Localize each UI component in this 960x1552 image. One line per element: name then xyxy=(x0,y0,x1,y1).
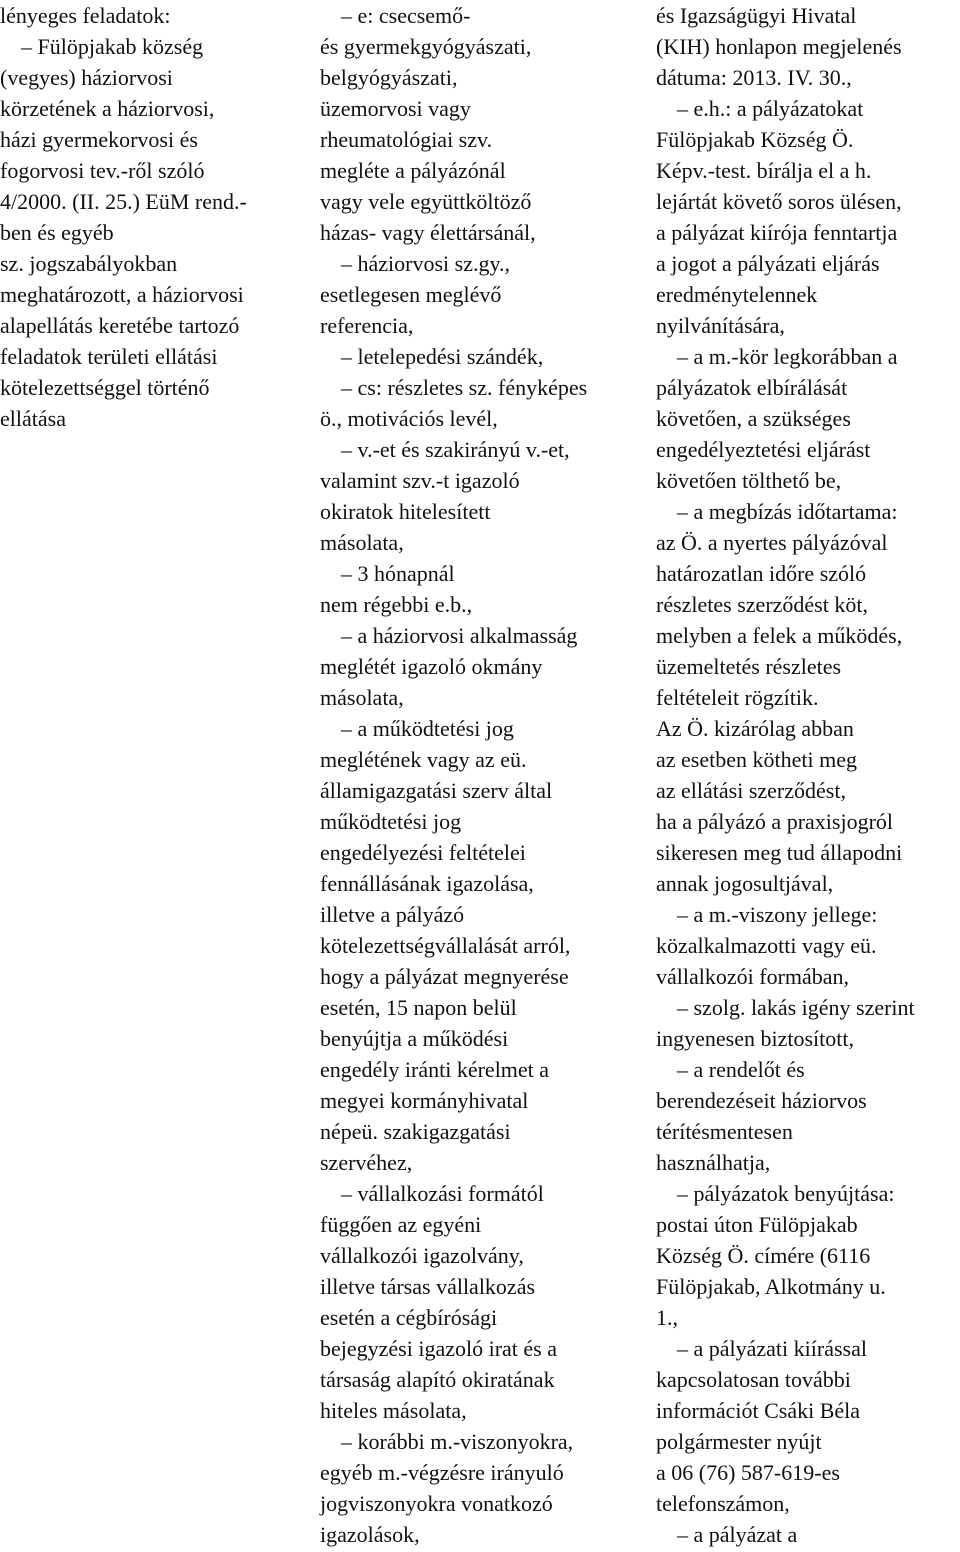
text-line: vagy vele együttköltöző xyxy=(320,189,532,214)
text-line: engedélyezési feltételei xyxy=(320,840,526,865)
text-line: üzemorvosi vagy xyxy=(320,96,471,121)
text-line: esetén a cégbírósági xyxy=(320,1305,498,1330)
text-line: sikeresen meg tud állapodni xyxy=(656,840,903,865)
text-line: – a pályázati kiírással xyxy=(677,1336,867,1361)
text-line: Fülöpjakab, Alkotmány u. xyxy=(656,1274,886,1299)
text-line: körzetének a háziorvosi, xyxy=(0,96,215,121)
text-line: információt Csáki Béla xyxy=(656,1398,861,1423)
text-line: Fülöpjakab Község Ö. xyxy=(656,127,854,152)
text-line: megléte a pályázónál xyxy=(320,158,506,183)
text-line: sz. jogszabályokban xyxy=(0,251,178,276)
text-line: másolata, xyxy=(320,530,404,555)
text-line: referencia, xyxy=(320,313,414,338)
text-line: a pályázat kiírója fenntartja xyxy=(656,220,898,245)
text-line: – a m.-kör legkorábban a xyxy=(677,344,898,369)
text-line: – szolg. lakás igény szerint xyxy=(677,995,915,1020)
text-line: részletes szerződést köt, xyxy=(656,592,868,617)
text-line: – Fülöpjakab község xyxy=(21,34,204,59)
text-line: 4/2000. (II. 25.) EüM rend.- xyxy=(0,189,247,214)
text-line: kötelezettségvállalását arról, xyxy=(320,933,571,958)
text-line: működtetési jog xyxy=(320,809,462,834)
text-line: követően, a szükséges xyxy=(656,406,851,431)
text-line: a jogot a pályázati eljárás xyxy=(656,251,880,276)
text-line: házas- vagy élettársánál, xyxy=(320,220,536,245)
text-line: engedély iránti kérelmet a xyxy=(320,1057,550,1082)
text-line: kapcsolatosan további xyxy=(656,1367,851,1392)
text-line: kötelezettséggel történő xyxy=(0,375,210,400)
text-line: és gyermekgyógyászati, xyxy=(320,34,532,59)
text-line: – 3 hónapnál xyxy=(341,561,455,586)
text-line: ellátása xyxy=(0,406,66,431)
text-line: benyújtja a működési xyxy=(320,1026,509,1051)
text-line: engedélyeztetési eljárást xyxy=(656,437,871,462)
text-line: – háziorvosi sz.gy., xyxy=(341,251,511,276)
text-line: – e: csecsemő- xyxy=(341,3,471,28)
text-line: ingyenesen biztosított, xyxy=(656,1026,854,1051)
text-line: postai úton Fülöpjakab xyxy=(656,1212,858,1237)
text-line: ö., motivációs levél, xyxy=(320,406,498,431)
text-line: rheumatológiai szv. xyxy=(320,127,493,152)
column-3 xyxy=(656,0,960,1550)
text-line: szervéhez, xyxy=(320,1150,413,1175)
text-line: berendezéseit háziorvos xyxy=(656,1088,867,1113)
text-line: okiratok hitelesített xyxy=(320,499,491,524)
text-line: illetve a pályázó xyxy=(320,902,465,927)
text-line: az Ö. a nyertes pályázóval xyxy=(656,530,888,555)
text-line: lejártát követő soros ülésen, xyxy=(656,189,902,214)
text-line: társaság alapító okiratának xyxy=(320,1367,555,1392)
text-line: az esetben kötheti meg xyxy=(656,747,857,772)
text-line: pályázatok elbírálását xyxy=(656,375,848,400)
text-line: használhatja, xyxy=(656,1150,771,1175)
column-1 xyxy=(0,0,318,434)
text-line: fogorvosi tev.-ről szóló xyxy=(0,158,205,183)
text-line: határozatlan időre szóló xyxy=(656,561,867,586)
text-line: – a működtetési jog xyxy=(341,716,514,741)
text-line: a 06 (76) 587-619-es xyxy=(656,1460,840,1485)
text-line: nyilvánítására, xyxy=(656,313,785,338)
text-line: – vállalkozási formától xyxy=(341,1181,544,1206)
text-line: – e.h.: a pályázatokat xyxy=(677,96,864,121)
text-line: megyei kormányhivatal xyxy=(320,1088,529,1113)
text-line: belgyógyászati, xyxy=(320,65,458,90)
text-line: – a rendelőt és xyxy=(677,1057,805,1082)
text-line: – cs: részletes sz. fényképes xyxy=(341,375,588,400)
text-line: igazolások, xyxy=(320,1522,420,1547)
text-line: követően tölthető be, xyxy=(656,468,842,493)
text-line: ha a pályázó a praxisjogról xyxy=(656,809,894,834)
text-line: 1., xyxy=(656,1305,678,1330)
text-line: népeü. szakigazgatási xyxy=(320,1119,511,1144)
text-line: meglétének vagy az eü. xyxy=(320,747,527,772)
text-line: ben és egyéb xyxy=(0,220,114,245)
text-line: alapellátás keretébe tartozó xyxy=(0,313,240,338)
text-line: polgármester nyújt xyxy=(656,1429,822,1454)
text-line: – v.-et és szakirányú v.-et, xyxy=(341,437,570,462)
text-line: térítésmentesen xyxy=(656,1119,793,1144)
text-line: – a pályázat a xyxy=(677,1522,798,1547)
text-line: nem régebbi e.b., xyxy=(320,592,473,617)
text-line: illetve társas vállalkozás xyxy=(320,1274,536,1299)
text-line: Az Ö. kizárólag abban xyxy=(656,716,854,741)
text-line: telefonszámon, xyxy=(656,1491,790,1516)
text-line: hiteles másolata, xyxy=(320,1398,467,1423)
text-line: államigazgatási szerv által xyxy=(320,778,553,803)
text-line: egyéb m.-végzésre irányuló xyxy=(320,1460,564,1485)
column-2 xyxy=(320,0,650,1550)
text-line: meglétét igazoló okmány xyxy=(320,654,543,679)
text-line: lényeges feladatok: xyxy=(0,3,171,28)
text-line: – korábbi m.-viszonyokra, xyxy=(341,1429,574,1454)
text-line: (vegyes) háziorvosi xyxy=(0,65,173,90)
text-line: Képv.-test. bírálja el a h. xyxy=(656,158,872,183)
text-line: annak jogosultjával, xyxy=(656,871,834,896)
text-line: az ellátási szerződést, xyxy=(656,778,846,803)
text-line: eredménytelennek xyxy=(656,282,818,307)
text-line: feladatok területi ellátási xyxy=(0,344,218,369)
text-line: függően az egyéni xyxy=(320,1212,482,1237)
text-line: vállalkozói formában, xyxy=(656,964,850,989)
text-line: esetlegesen meglévő xyxy=(320,282,502,307)
text-line: vállalkozói igazolvány, xyxy=(320,1243,524,1268)
text-line: – a m.-viszony jellege: xyxy=(677,902,878,927)
text-line: – pályázatok benyújtása: xyxy=(677,1181,895,1206)
text-line: üzemeltetés részletes xyxy=(656,654,842,679)
text-line: házi gyermekorvosi és xyxy=(0,127,198,152)
text-line: Község Ö. címére (6116 xyxy=(656,1243,871,1268)
text-line: – letelepedési szándék, xyxy=(341,344,544,369)
text-line: feltételeit rögzítik. xyxy=(656,685,819,710)
text-line: valamint szv.-t igazoló xyxy=(320,468,520,493)
text-line: hogy a pályázat megnyerése xyxy=(320,964,569,989)
text-line: közalkalmazotti vagy eü. xyxy=(656,933,877,958)
text-line: esetén, 15 napon belül xyxy=(320,995,517,1020)
text-line: bejegyzési igazoló irat és a xyxy=(320,1336,558,1361)
text-line: – a megbízás időtartama: xyxy=(677,499,898,524)
text-line: melyben a felek a működés, xyxy=(656,623,903,648)
text-line: meghatározott, a háziorvosi xyxy=(0,282,244,307)
text-line: fennállásának igazolása, xyxy=(320,871,534,896)
text-line: másolata, xyxy=(320,685,404,710)
text-line: és Igazságügyi Hivatal xyxy=(656,3,857,28)
text-line: dátuma: 2013. IV. 30., xyxy=(656,65,852,90)
text-line: – a háziorvosi alkalmasság xyxy=(341,623,578,648)
text-line: (KIH) honlapon megjelenés xyxy=(656,34,902,59)
text-line: jogviszonyokra vonatkozó xyxy=(320,1491,553,1516)
